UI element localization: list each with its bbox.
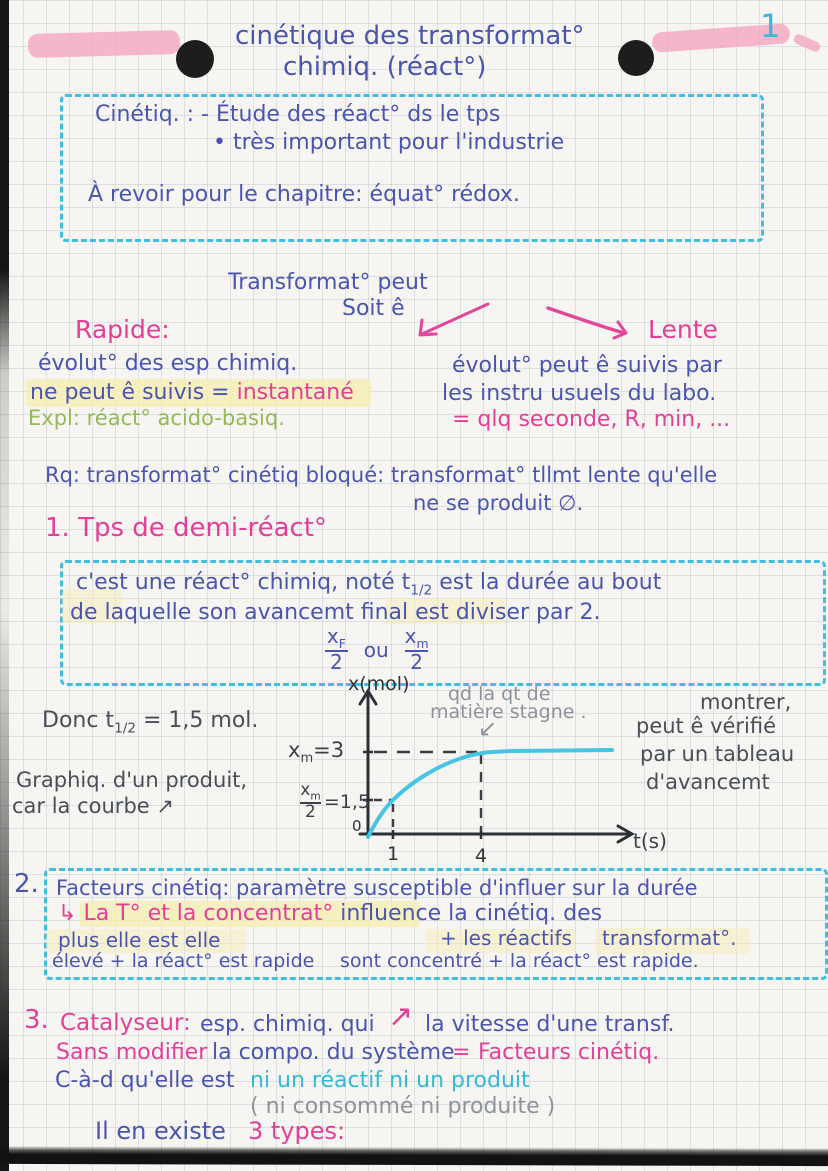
remark-line-1: Rq: transformat° cinétiq bloqué: transformat° tllmt lente qu'elle xyxy=(45,463,718,487)
branch-fast-label: Rapide: xyxy=(75,315,170,344)
section2-line-3a: plus elle est elle xyxy=(58,928,221,952)
binder-dot-left xyxy=(176,40,214,78)
section3-line3-blue: C-à-d qu'elle est xyxy=(55,1068,235,1093)
section3-head: Catalyseur: xyxy=(60,1010,191,1036)
note-t-half: Donc $t_{1/2} = 1,5$ mol. xyxy=(42,708,259,737)
fraction-conjunction: ou xyxy=(363,637,389,662)
intro-line-3: À revoir pour le chapitre: équat° rédox. xyxy=(88,182,520,207)
intro-line-2: • très important pour l'industrie xyxy=(213,130,565,155)
fast-line-3: Expl: réact° acido-basiq. xyxy=(28,406,285,430)
section3-line3-teal: ni un réactif ni un produit xyxy=(250,1068,530,1093)
half-reaction-line-2: de laquelle son avancemt final est diviser par 2. xyxy=(70,600,601,625)
note-graph-product: Graphiq. d'un produit, xyxy=(16,768,248,792)
annotation-arrow-icon: ↙ xyxy=(478,716,498,742)
branch-arrow-right-icon xyxy=(542,300,647,344)
note-right-2: peut ê vérifié xyxy=(636,714,777,738)
graph-half-label: $\frac{x_m}{2}$ =1,5 xyxy=(300,780,370,823)
slow-line-2: les instru usuels du labo. xyxy=(442,381,717,406)
pink-highlighter-tail xyxy=(792,33,822,54)
graph-xtick-1: 1 xyxy=(387,843,400,865)
section3-line4-pencil: ( ni consommé ni produite ) xyxy=(250,1094,556,1119)
section1-heading: 1. Tps de demi-réact° xyxy=(45,513,328,543)
section2-line-3c: transformat°. xyxy=(602,926,737,950)
page-title-line1: cinétique des transformat° xyxy=(235,21,585,51)
section3-line2-eq: = xyxy=(452,1040,471,1065)
section3-line5-pink: 3 types: xyxy=(248,1117,346,1145)
page-edge-left xyxy=(0,0,9,1171)
graph-origin-label: 0 xyxy=(352,817,362,835)
binder-dot-right xyxy=(618,40,654,76)
note-right-3: par un tableau xyxy=(640,742,795,766)
branch-mid-text: Soit ê xyxy=(342,296,405,321)
branch-arrow-left-icon xyxy=(408,298,498,342)
return-arrow-icon: ↳ xyxy=(58,901,77,926)
graph-annotation-line1: qd la qt de xyxy=(448,683,551,705)
slow-line-1: évolut° peut ê suivis par xyxy=(452,353,722,378)
note-right-4: d'avancemt xyxy=(646,770,770,794)
graph-xtick-4: 4 xyxy=(475,845,488,867)
section2-line-4a: élevé + la réact° est rapide xyxy=(52,950,315,972)
fraction-xf-over-2: $x_F$ 2 xyxy=(326,624,346,675)
branch-slow-label: Lente xyxy=(648,315,718,344)
graph-x-label: t(s) xyxy=(633,829,667,853)
fraction-xm-over-2: $x_m$ 2 xyxy=(404,624,429,675)
section3-line2-blue: la compo. du système xyxy=(212,1040,455,1065)
section3-line2-pink2: Facteurs cinétiq. xyxy=(478,1040,660,1065)
section3-line1-blue1: esp. chimiq. qui xyxy=(200,1012,375,1037)
page-number: 1 xyxy=(760,7,781,45)
remark-line-2: ne se produit ∅. xyxy=(413,491,584,515)
section2-line-1: Facteurs cinétiq: paramètre susceptible d'influer sur la durée xyxy=(56,876,698,900)
intro-line-1: Cinétiq. : - Étude des réact° ds le tps xyxy=(95,102,501,127)
section2-line-3b: + les réactifs xyxy=(440,926,572,950)
section2-line-2: ↳ La T° et la concentrat° influence la cinétiq. des xyxy=(58,901,603,926)
section2-line-4b: sont concentré + la réact° est rapide. xyxy=(340,950,699,972)
branch-top-text: Transformat° peut xyxy=(228,270,428,295)
section3-line5-blue: Il en existe xyxy=(95,1117,226,1145)
section2-number: 2. xyxy=(14,869,39,899)
rise-arrow-icon: ↗ xyxy=(388,999,414,1034)
graph-y-label: x(mol) xyxy=(348,676,410,695)
note-right-1: montrer, xyxy=(700,690,792,714)
section3-line1-blue2: la vitesse d'une transf. xyxy=(425,1012,675,1037)
half-reaction-fractions xyxy=(325,626,429,673)
section3-line2-pink: Sans modifier xyxy=(56,1040,208,1065)
pink-highlighter-mark-left xyxy=(28,30,181,58)
graph-annotation-line2: matière stagne . xyxy=(430,701,587,723)
graph-ymax-label: $x_m=3$ xyxy=(288,738,345,767)
page-edge-bottom xyxy=(0,1146,828,1166)
fast-line-1: évolut° des esp chimiq. xyxy=(38,351,298,376)
note-curve-rises: car la courbe ↗ xyxy=(12,794,174,818)
slow-line-3: = qlq seconde, R, min, ... xyxy=(452,407,731,432)
page-title-line2: chimiq. (réact°) xyxy=(283,52,487,82)
section3-number: 3. xyxy=(24,1005,49,1035)
half-reaction-line-1: c'est une réact° chimiq, noté $t_{1/2}$ est la durée au bout xyxy=(76,570,662,599)
fast-line-2: ne peut ê suivis = instantané xyxy=(30,380,354,405)
avancement-curve xyxy=(368,750,612,837)
